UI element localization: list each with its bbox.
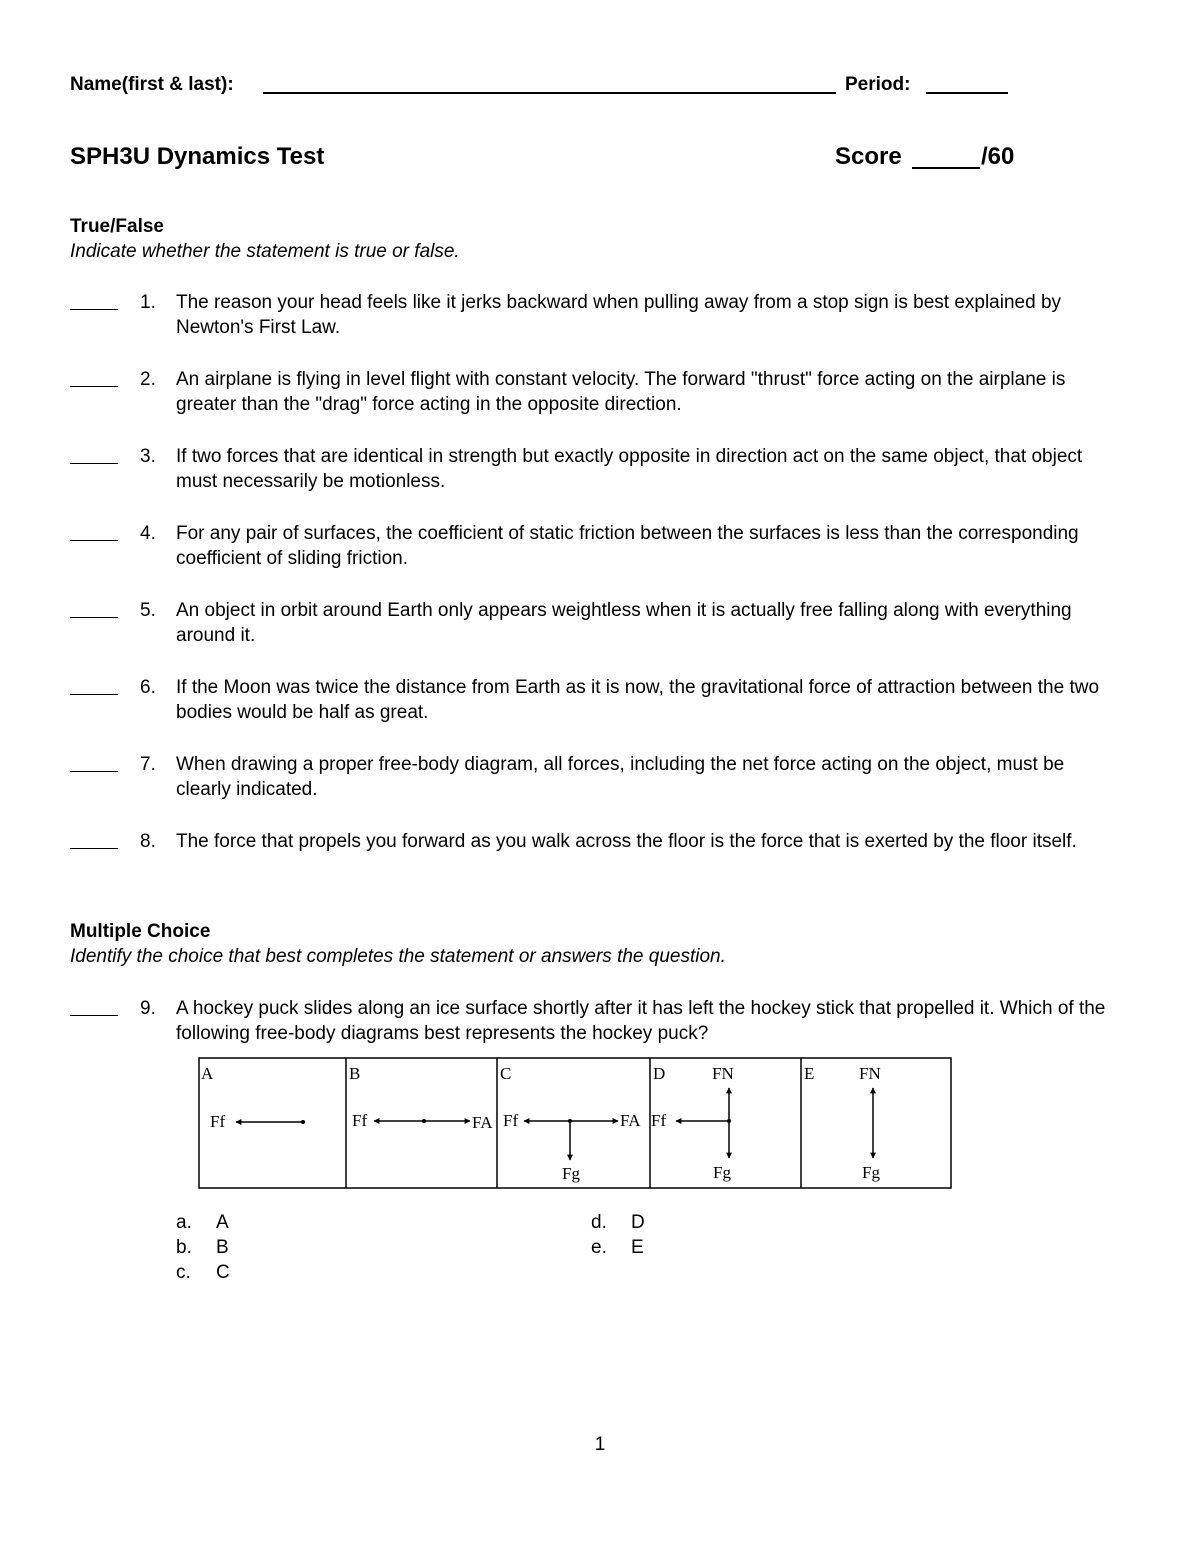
question-text: If the Moon was twice the distance from Earth as it is now, the gravitational force of attraction between the two bodies would be half as great.	[176, 677, 1100, 723]
option-value: B	[216, 1237, 229, 1258]
true-false-heading: True/False	[70, 216, 164, 237]
option-letter: c.	[176, 1262, 191, 1283]
true-false-instruction: Indicate whether the statement is true or false.	[70, 241, 460, 262]
option-letter: d.	[591, 1212, 607, 1233]
panel-label-d: D	[653, 1064, 666, 1083]
answer-blank[interactable]	[70, 290, 118, 310]
label-b-fa: FA	[472, 1113, 493, 1132]
dot-c	[568, 1119, 572, 1123]
option-letter: a.	[176, 1212, 192, 1233]
option-letter: b.	[176, 1237, 192, 1258]
option-value: E	[631, 1237, 644, 1258]
option-a[interactable]	[176, 1212, 229, 1234]
label-c-fg: Fg	[562, 1164, 580, 1183]
name-blank[interactable]	[263, 92, 836, 94]
option-b[interactable]	[176, 1237, 229, 1259]
question-text: When drawing a proper free-body diagram, all forces, including the net force acting on the object, must be clearly indicated.	[176, 754, 1065, 800]
answer-blank[interactable]	[70, 598, 118, 618]
question-number: 1.	[140, 292, 156, 313]
question-text: A hockey puck slides along an ice surface shortly after it has left the hockey stick that propelled it. Which of the following free-body diagrams best represents the hockey puck?	[176, 998, 1106, 1044]
question-text: The force that propels you forward as you walk across the floor is the force that is exerted by the floor itself.	[176, 831, 1077, 852]
question-text: The reason your head feels like it jerks backward when pulling away from a stop sign is best explained by Newton's First Law.	[176, 292, 1062, 338]
score-total: /60	[981, 143, 1015, 170]
question-text: For any pair of surfaces, the coefficient of static friction between the surfaces is less than the corresponding coefficient of sliding friction.	[176, 523, 1079, 569]
multiple-choice-instruction: Identify the choice that best completes the statement or answers the question.	[70, 946, 726, 967]
question-number: 2.	[140, 369, 156, 390]
label-d-fg: Fg	[713, 1163, 731, 1182]
option-value: A	[216, 1212, 229, 1233]
question-text: If two forces that are identical in strength but exactly opposite in direction act on the same object, that object must necessarily be motionless.	[176, 446, 1083, 492]
question-number: 4.	[140, 523, 156, 544]
label-e-fn: FN	[859, 1064, 881, 1083]
option-d[interactable]	[591, 1212, 645, 1234]
option-letter: e.	[591, 1237, 607, 1258]
label-c-fa: FA	[620, 1111, 641, 1130]
answer-blank[interactable]	[70, 752, 118, 772]
label-d-ff: Ff	[651, 1111, 667, 1130]
answer-blank[interactable]	[70, 996, 118, 1016]
option-c[interactable]	[176, 1262, 230, 1284]
label-c-ff: Ff	[503, 1111, 519, 1130]
panel-label-a: A	[201, 1064, 214, 1083]
question-number: 7.	[140, 754, 156, 775]
question-number: 3.	[140, 446, 156, 467]
label-a-ff: Ff	[210, 1112, 226, 1131]
dot-a	[301, 1120, 305, 1124]
question-text: An airplane is flying in level flight with constant velocity. The forward "thrust" force acting on the airplane is greater than the "drag" force acting in the opposite direction.	[176, 369, 1066, 415]
answer-blank[interactable]	[70, 521, 118, 541]
option-e[interactable]	[591, 1237, 644, 1259]
multiple-choice-heading: Multiple Choice	[70, 921, 211, 942]
answer-blank[interactable]	[70, 829, 118, 849]
panel-label-b: B	[349, 1064, 361, 1083]
option-value: C	[216, 1262, 230, 1283]
period-blank[interactable]	[926, 92, 1008, 94]
dot-d	[727, 1119, 731, 1123]
label-b-ff: Ff	[352, 1111, 368, 1130]
question-number: 9.	[140, 998, 156, 1019]
score-blank[interactable]	[912, 167, 980, 169]
free-body-diagrams	[198, 1057, 952, 1189]
panel-label-e: E	[804, 1064, 815, 1083]
answer-blank[interactable]	[70, 675, 118, 695]
panel-label-c: C	[500, 1064, 512, 1083]
answer-blank[interactable]	[70, 444, 118, 464]
question-number: 6.	[140, 677, 156, 698]
name-label: Name(first & last):	[70, 74, 234, 95]
label-d-fn: FN	[712, 1064, 734, 1083]
score-label: Score	[835, 143, 902, 170]
label-e-fg: Fg	[862, 1163, 880, 1182]
question-number: 5.	[140, 600, 156, 621]
answer-blank[interactable]	[70, 367, 118, 387]
dot-b	[422, 1119, 426, 1123]
period-label: Period:	[845, 74, 911, 95]
option-value: D	[631, 1212, 645, 1233]
question-number: 8.	[140, 831, 156, 852]
page-number: 1	[594, 1434, 606, 1455]
question-text: An object in orbit around Earth only appears weightless when it is actually free falling along with everything around it.	[176, 600, 1072, 646]
test-title: SPH3U Dynamics Test	[70, 143, 325, 170]
